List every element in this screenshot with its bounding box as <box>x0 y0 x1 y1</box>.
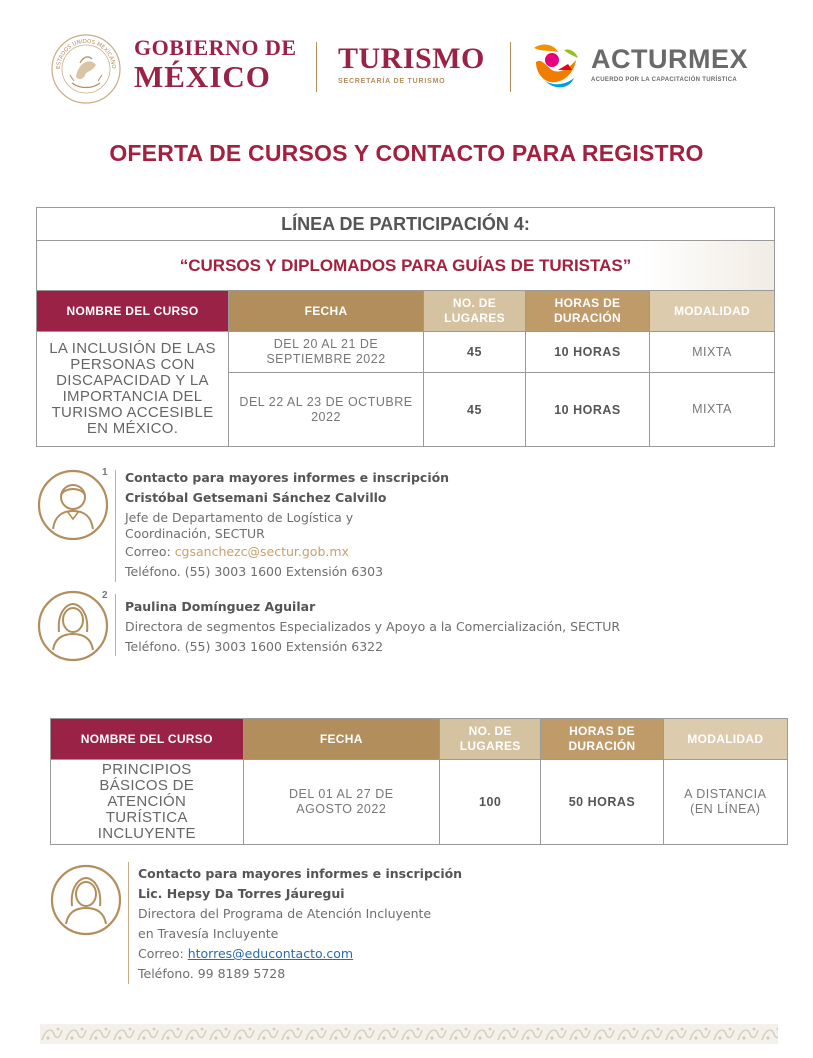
date-cell: DEL 01 AL 27 DE AGOSTO 2022 <box>243 760 440 845</box>
contact-name: Cristóbal Getsemani Sánchez Calvillo <box>125 490 387 505</box>
contact-number: 2 <box>102 590 108 601</box>
acturmex-person-icon <box>528 40 582 92</box>
gobierno-line1: GOBIERNO DE <box>134 35 297 60</box>
contact-role: Jefe de Departamento de Logística y <box>125 510 354 525</box>
participation-line-subtitle: “CURSOS Y DIPLOMADOS PARA GUÍAS DE TURISTAS” <box>37 241 775 291</box>
contact-email-link[interactable]: htorres@educontacto.com <box>187 946 354 961</box>
mode-cell: A DISTANCIA (EN LÍNEA) <box>663 760 787 845</box>
table-row <box>51 760 788 845</box>
contact-divider <box>115 470 116 582</box>
contact-divider <box>115 594 116 656</box>
page-title: OFERTA DE CURSOS Y CONTACTO PARA REGISTRO <box>109 140 704 166</box>
contact-number: 1 <box>102 467 108 478</box>
date-cell: DEL 22 AL 23 DE OCTUBRE 2022 <box>229 373 424 447</box>
course-name-cell: LA INCLUSIÓN DE LAS PERSONAS CON DISCAPACIDAD Y LA IMPORTANCIA DEL TURISMO ACCESIBLE EN MÉXICO. <box>37 332 229 447</box>
contact-card-3 <box>138 864 462 984</box>
places-cell: 45 <box>424 373 526 447</box>
seal-text: ESTADOS UNIDOS MEXICANO <box>55 38 117 70</box>
contact-email-row <box>138 944 462 964</box>
hours-cell: 50 HORAS <box>541 760 663 845</box>
header-hours: HORAS DE DURACIÓN <box>526 291 650 332</box>
contact-phone: Teléfono. (55) 3003 1600 Extensión 6322 <box>125 639 384 654</box>
mode-cell: MIXTA <box>650 332 775 373</box>
contact-role: Coordinación, SECTUR <box>125 526 265 541</box>
gobierno-line2: MÉXICO <box>134 59 271 94</box>
contact-email-row <box>125 542 449 562</box>
table-row <box>37 332 775 373</box>
acturmex-title: ACTURMEX <box>591 44 748 74</box>
contact-phone: Teléfono. (55) 3003 1600 Extensión 6303 <box>125 564 384 579</box>
header-places: NO. DE LUGARES <box>440 719 541 760</box>
email-label: Correo: <box>125 544 175 559</box>
woman-avatar-icon <box>50 864 122 936</box>
hours-cell: 10 HORAS <box>526 332 650 373</box>
mode-cell: MIXTA <box>650 373 775 447</box>
contact-divider <box>128 862 129 984</box>
places-cell: 45 <box>424 332 526 373</box>
hours-cell: 10 HORAS <box>526 373 650 447</box>
courses-table-line-4 <box>36 207 775 447</box>
woman-avatar-icon <box>37 590 109 662</box>
contact-name: Lic. Hepsy Da Torres Jáuregui <box>138 886 345 901</box>
contact-heading: Contacto para mayores informes e inscripción <box>125 470 450 485</box>
header-course-name: NOMBRE DEL CURSO <box>51 719 244 760</box>
turismo-subtitle: SECRETARÍA DE TURISMO <box>338 78 446 85</box>
contact-role: Directora de segmentos Especializados y Apoyo a la Comercialización, SECTUR <box>125 619 621 634</box>
man-avatar-icon <box>37 469 109 541</box>
header-date: FECHA <box>229 291 424 332</box>
mexico-coat-of-arms-icon <box>50 33 122 105</box>
header-mode: MODALIDAD <box>650 291 775 332</box>
page-header <box>0 0 813 120</box>
contact-phone: Teléfono. 99 8189 5728 <box>138 966 286 981</box>
header-mode: MODALIDAD <box>663 719 787 760</box>
contact-card-2 <box>125 597 620 657</box>
email-label: Correo: <box>138 946 188 961</box>
header-divider <box>316 42 317 92</box>
places-cell: 100 <box>440 760 541 845</box>
contact-heading: Contacto para mayores informes e inscripción <box>138 866 463 881</box>
contact-name: Paulina Domínguez Aguilar <box>125 599 316 614</box>
header-hours: HORAS DE DURACIÓN <box>541 719 663 760</box>
contact-email-link[interactable]: cgsanchezc@sectur.gob.mx <box>174 544 349 559</box>
header-divider <box>510 42 511 92</box>
header-course-name: NOMBRE DEL CURSO <box>37 291 229 332</box>
decorative-footer-pattern <box>40 1024 778 1044</box>
gobierno-de-mexico-logo <box>134 37 297 92</box>
contact-role: en Travesía Incluyente <box>138 926 279 941</box>
acturmex-subtitle: ACUERDO POR LA CAPACITACIÓN TURÍSTICA <box>591 77 737 83</box>
date-cell: DEL 20 AL 21 DE SEPTIEMBRE 2022 <box>229 332 424 373</box>
turismo-title: TURISMO <box>338 42 485 75</box>
courses-table-2 <box>50 718 788 845</box>
course-name-cell: PRINCIPIOS BÁSICOS DE ATENCIÓN TURÍSTICA INCLUYENTE <box>51 760 244 845</box>
header-places: NO. DE LUGARES <box>424 291 526 332</box>
header-date: FECHA <box>243 719 440 760</box>
acturmex-logo <box>591 46 748 83</box>
participation-line-title: LÍNEA DE PARTICIPACIÓN 4: <box>37 208 775 241</box>
contact-card-1 <box>125 468 449 582</box>
contact-role: Directora del Programa de Atención Incluyente <box>138 906 432 921</box>
